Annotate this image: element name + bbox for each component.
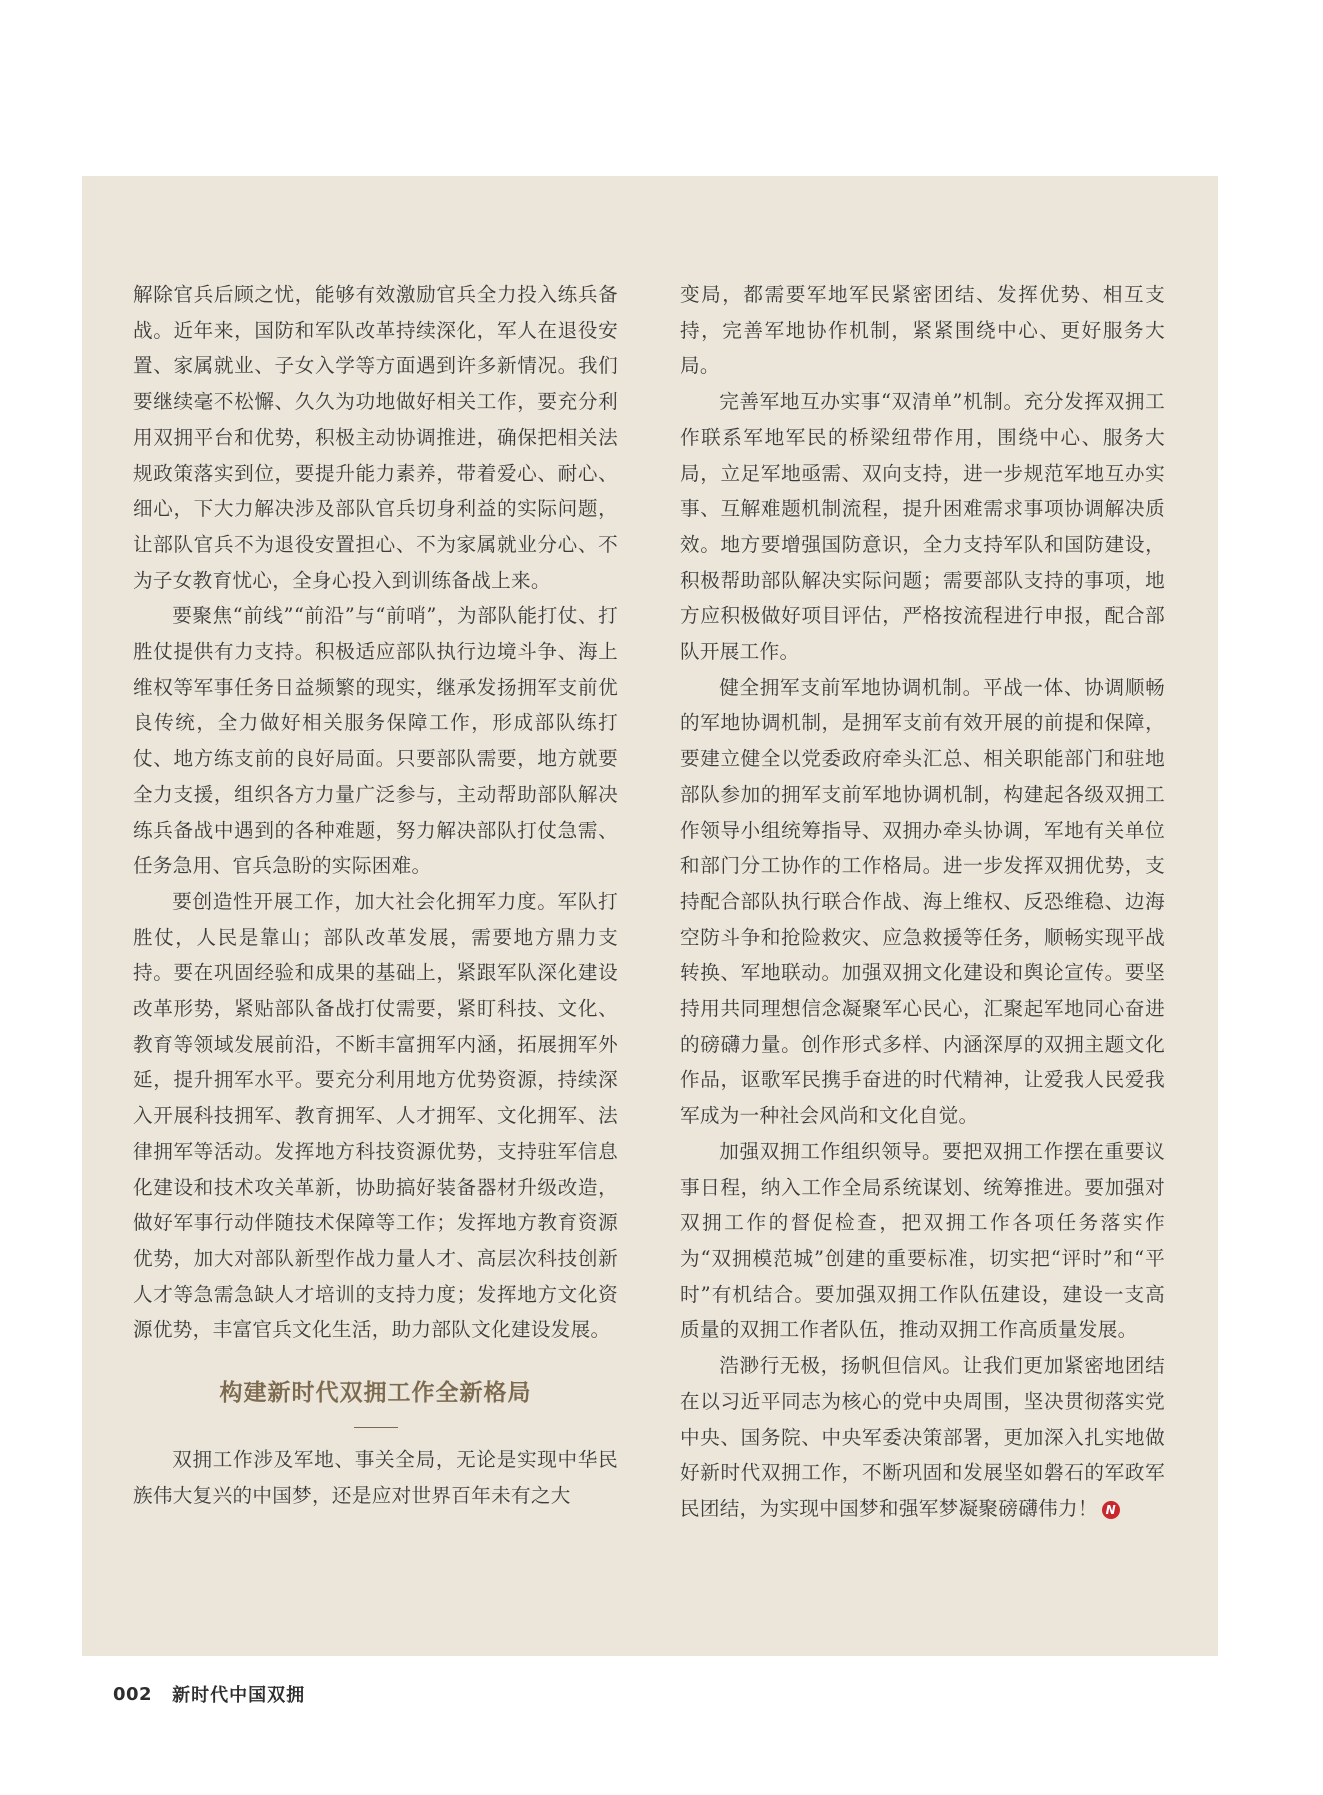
paragraph: 变局，都需要军地军民紧密团结、发挥优势、相互支持，完善军地协作机制，紧紧围绕中心、更好服务大局。	[680, 283, 1165, 378]
right-column	[680, 277, 1165, 1527]
paragraph: 双拥工作涉及军地、事关全局，无论是实现中华民族伟大复兴的中国梦，还是应对世界百年未有之大	[133, 1448, 618, 1507]
paragraph: 要聚焦“前线”“前沿”与“前哨”，为部队能打仗、打胜仗提供有力支持。积极适应部队执行边境斗争、海上维权等军事任务日益频繁的现实，继承发扬拥军支前优良传统，全力做好相关服务保障工作，形成部队练打仗、地方练支前的良好局面。只要部队需要，地方就要全力支援，组织各方力量广泛参与，主动帮助部队解决练兵备战中遇到的各种难题，努力解决部队打仗急需、任务急用、官兵急盼的实际困难。	[133, 604, 618, 878]
left-column	[133, 277, 618, 1514]
section-heading: 构建新时代双拥工作全新格局	[219, 1380, 532, 1407]
magazine-title: 新时代中国双拥	[172, 1685, 306, 1706]
paragraph: 要创造性开展工作，加大社会化拥军力度。军队打胜仗，人民是靠山；部队改革发展，需要地方鼎力支持。要在巩固经验和成果的基础上，紧跟军队深化建设改革形势，紧贴部队备战打仗需要，紧盯科技、文化、教育等领域发展前沿，不断丰富拥军内涵，拓展拥军外延，提升拥军水平。要充分利用地方优势资源，持续深入开展科技拥军、教育拥军、人才拥军、文化拥军、法律拥军等活动。发挥地方科技资源优势，支持驻军信息化建设和技术攻关革新，协助搞好装备器材升级改造，做好军事行动伴随技术保障等工作；发挥地方教育资源优势，加大对部队新型作战力量人才、高层次科技创新人才等急需急缺人才培训的支持力度；发挥地方文化资源优势，丰富官兵文化生活，助力部队文化建设发展。	[133, 889, 618, 1342]
end-of-article-icon: N	[1102, 1501, 1120, 1519]
closing-paragraph-text: 浩渺行无极，扬帆但信风。让我们更加紧密地团结在以习近平同志为核心的党中央周围，坚决贯彻落实党中央、国务院、中央军委决策部署，更加深入扎实地做好新时代双拥工作，不断巩固和发展坚如磐石的军政军民团结，为实现中国梦和强军梦凝聚磅礴伟力！	[680, 1354, 1165, 1520]
section-divider	[354, 1427, 398, 1428]
closing-paragraph	[680, 1348, 1165, 1527]
paragraph: 加强双拥工作组织领导。要把双拥工作摆在重要议事日程，纳入工作全局系统谋划、统筹推进。要加强对双拥工作的督促检查，把双拥工作各项任务落实作为“双拥模范城”创建的重要标准，切实把“评时”和“平时”有机结合。要加强双拥工作队伍建设，建设一支高质量的双拥工作者队伍，推动双拥工作高质量发展。	[680, 1139, 1165, 1342]
paragraph: 解除官兵后顾之忧，能够有效激励官兵全力投入练兵备战。近年来，国防和军队改革持续深化，军人在退役安置、家属就业、子女入学等方面遇到许多新情况。我们要继续毫不松懈、久久为功地做好相关工作，要充分利用双拥平台和优势，积极主动协调推进，确保把相关法规政策落实到位，要提升能力素养，带着爱心、耐心、细心，下大力解决涉及部队官兵切身利益的实际问题，让部队官兵不为退役安置担心、不为家属就业分心、不为子女教育忧心，全身心投入到训练备战上来。	[133, 283, 618, 592]
paragraph: 健全拥军支前军地协调机制。平战一体、协调顺畅的军地协调机制，是拥军支前有效开展的前提和保障，要建立健全以党委政府牵头汇总、相关职能部门和驻地部队参加的拥军支前军地协调机制，构建起各级双拥工作领导小组统筹指导、双拥办牵头协调，军地有关单位和部门分工协作的工作格局。进一步发挥双拥优势，支持配合部队执行联合作战、海上维权、反恐维稳、边海空防斗争和抢险救灾、应急救援等任务，顺畅实现平战转换、军地联动。加强双拥文化建设和舆论宣传。要坚持用共同理想信念凝聚军心民心，汇聚起军地同心奋进的磅礴力量。创作形式多样、内涵深厚的双拥主题文化作品，讴歌军民携手奋进的时代精神，让爱我人民爱我军成为一种社会风尚和文化自觉。	[680, 675, 1165, 1128]
page-footer	[113, 1680, 305, 1708]
page-number: 002	[113, 1683, 153, 1705]
paragraph: 完善军地互办实事“双清单”机制。充分发挥双拥工作联系军地军民的桥梁纽带作用，围绕中心、服务大局，立足军地亟需、双向支持，进一步规范军地互办实事、互解难题机制流程，提升困难需求事项协调解决质效。地方要增强国防意识，全力支持军队和国防建设，积极帮助部队解决实际问题；需要部队支持的事项，地方应积极做好项目评估，严格按流程进行申报，配合部队开展工作。	[680, 390, 1165, 664]
